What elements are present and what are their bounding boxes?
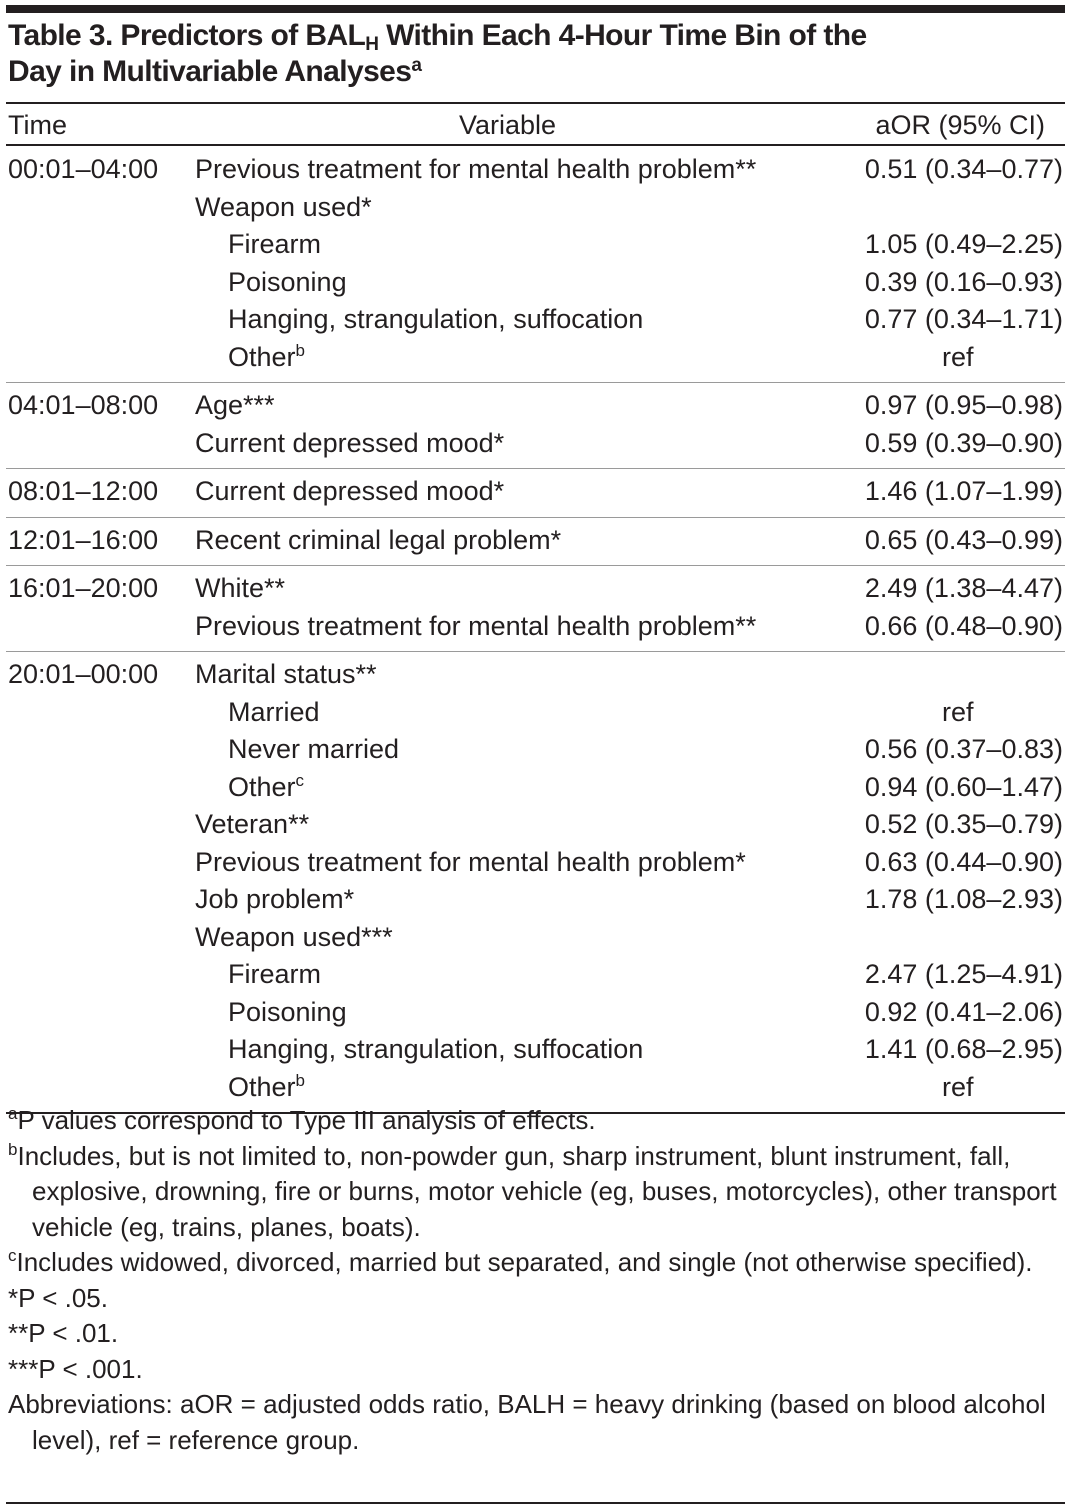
footnote-text: P values correspond to Type III analysis of effects. bbox=[17, 1105, 596, 1135]
variable-label: Firearm bbox=[228, 959, 321, 989]
variable-cell bbox=[228, 301, 643, 339]
variable-label: Weapon used* bbox=[195, 191, 372, 222]
footnote bbox=[8, 1352, 1058, 1388]
variable-cell bbox=[228, 694, 320, 732]
variable-label: Poisoning bbox=[228, 266, 347, 297]
table-row bbox=[6, 226, 1065, 264]
aor-value: 2.49 (1.38–4.47) bbox=[864, 573, 1063, 603]
table-row bbox=[6, 301, 1065, 339]
aor-value: 0.51 (0.34–0.77) bbox=[864, 154, 1063, 184]
time-bin-group bbox=[6, 383, 1065, 469]
variable-cell bbox=[228, 264, 347, 302]
variable-label: Current depressed mood* bbox=[195, 476, 505, 506]
time-bin-label: 04:01–08:00 bbox=[8, 390, 159, 420]
variable-label: Other bbox=[228, 771, 296, 802]
footnote-mark: c bbox=[8, 1246, 17, 1265]
variable-label: Previous treatment for mental health problem** bbox=[195, 154, 757, 184]
variable-cell bbox=[195, 806, 309, 844]
table-row bbox=[6, 956, 1065, 994]
table-row bbox=[6, 1031, 1065, 1069]
table-row bbox=[6, 881, 1065, 919]
table-row bbox=[6, 806, 1065, 844]
aor-value: 0.59 (0.39–0.90) bbox=[864, 427, 1063, 458]
footnote-mark: b bbox=[295, 1070, 305, 1090]
aor-value: 1.05 (0.49–2.25) bbox=[864, 229, 1063, 259]
variable-cell bbox=[195, 570, 285, 608]
aor-value: 0.65 (0.43–0.99) bbox=[864, 524, 1063, 555]
variable-cell bbox=[195, 919, 393, 957]
time-bin-label: 20:01–00:00 bbox=[8, 659, 159, 689]
header-time: Time bbox=[8, 110, 67, 140]
variable-label: Marital status** bbox=[195, 659, 377, 689]
variable-cell bbox=[228, 1031, 643, 1069]
table-row bbox=[6, 656, 1065, 694]
footnote-text: **P < .01. bbox=[8, 1318, 119, 1348]
table-row bbox=[6, 570, 1065, 608]
variable-label: Previous treatment for mental health problem** bbox=[195, 610, 757, 641]
table-body bbox=[6, 147, 1065, 1114]
variable-cell bbox=[195, 844, 746, 882]
time-bin-label: 08:01–12:00 bbox=[8, 476, 159, 506]
variable-cell bbox=[228, 1069, 305, 1107]
variable-cell bbox=[195, 608, 756, 646]
aor-value: 0.52 (0.35–0.79) bbox=[864, 809, 1063, 839]
table-row bbox=[6, 473, 1065, 511]
variable-label: Hanging, strangulation, suffocation bbox=[228, 304, 644, 334]
variable-cell bbox=[195, 425, 504, 463]
footnote-text: *P < .05. bbox=[8, 1282, 108, 1313]
variable-label: Firearm bbox=[228, 229, 321, 259]
aor-value: ref bbox=[942, 341, 974, 372]
aor-value: 0.56 (0.37–0.83) bbox=[864, 734, 1063, 764]
footnote bbox=[8, 1245, 1058, 1281]
footnotes bbox=[8, 1103, 1058, 1458]
footnote bbox=[8, 1139, 1058, 1246]
variable-cell bbox=[195, 387, 275, 425]
footnote bbox=[8, 1103, 1058, 1139]
variable-cell bbox=[195, 522, 561, 560]
variable-label: Poisoning bbox=[228, 996, 347, 1027]
variable-cell bbox=[228, 339, 305, 377]
variable-cell bbox=[195, 189, 372, 227]
footnote-mark: b bbox=[295, 340, 305, 360]
variable-cell bbox=[228, 226, 321, 264]
footnote-text: ***P < .001. bbox=[8, 1353, 143, 1384]
aor-value: 0.39 (0.16–0.93) bbox=[864, 266, 1063, 297]
bottom-rule bbox=[6, 1502, 1065, 1504]
variable-label: Current depressed mood* bbox=[195, 427, 505, 458]
header-top-rule bbox=[6, 102, 1065, 104]
variable-label: Other bbox=[228, 1071, 296, 1102]
title-text: Day in Multivariable Analyses bbox=[8, 55, 412, 88]
footnote-mark: b bbox=[8, 1139, 18, 1159]
variable-label: Married bbox=[228, 696, 320, 727]
variable-label: Age*** bbox=[195, 390, 275, 420]
title-text: Table 3. Predictors of BAL bbox=[8, 19, 366, 52]
top-rule bbox=[6, 5, 1065, 13]
table-row bbox=[6, 387, 1065, 425]
time-bin-group bbox=[6, 518, 1065, 567]
variable-label: Job problem* bbox=[195, 884, 355, 914]
aor-value: 0.92 (0.41–2.06) bbox=[864, 996, 1063, 1027]
variable-cell bbox=[195, 656, 377, 694]
table-row bbox=[6, 264, 1065, 302]
footnote-text: Includes, but is not limited to, non-powder gun, sharp instrument, blunt instrument, fall, explosive, drowning, fire or burns, motor vehicle (eg, buses, motorcycles), other transport vehicle (eg, trains, planes, boats). bbox=[17, 1140, 1057, 1242]
header-bottom-rule bbox=[6, 144, 1065, 146]
footnote-mark: a bbox=[8, 1104, 18, 1123]
aor-value: 0.77 (0.34–1.71) bbox=[864, 304, 1063, 334]
variable-label: Previous treatment for mental health problem* bbox=[195, 846, 746, 877]
aor-value: 2.47 (1.25–4.91) bbox=[864, 959, 1063, 989]
variable-label: Hanging, strangulation, suffocation bbox=[228, 1034, 644, 1064]
table-row bbox=[6, 769, 1065, 807]
variable-cell bbox=[228, 731, 399, 769]
header-variable: Variable bbox=[459, 110, 557, 140]
variable-label: White** bbox=[195, 573, 286, 603]
variable-label: Weapon used*** bbox=[195, 921, 393, 952]
footnote-text: Abbreviations: aOR = adjusted odds ratio, BALH = heavy drinking (based on blood alcohol level), ref = reference group. bbox=[8, 1389, 1046, 1455]
variable-cell bbox=[228, 994, 347, 1032]
variable-cell bbox=[195, 473, 504, 511]
table-row bbox=[6, 919, 1065, 957]
header-aor: aOR (95% CI) bbox=[875, 110, 1045, 140]
aor-value: ref bbox=[942, 696, 974, 727]
title-footnote-mark: a bbox=[411, 55, 422, 76]
aor-value: 1.46 (1.07–1.99) bbox=[864, 476, 1063, 506]
aor-value: 0.63 (0.44–0.90) bbox=[864, 846, 1063, 877]
time-bin-label: 16:01–20:00 bbox=[8, 573, 159, 603]
aor-value: 0.94 (0.60–1.47) bbox=[864, 771, 1063, 802]
aor-value: 1.41 (0.68–2.95) bbox=[864, 1034, 1063, 1064]
footnote bbox=[8, 1316, 1058, 1352]
variable-label: Never married bbox=[228, 734, 400, 764]
footnote-mark: c bbox=[295, 770, 305, 790]
variable-label: Recent criminal legal problem* bbox=[195, 524, 562, 555]
footnote-text: Includes widowed, divorced, married but separated, and single (not otherwise specified). bbox=[16, 1247, 1033, 1277]
time-bin-label: 00:01–04:00 bbox=[8, 154, 159, 184]
time-bin-group bbox=[6, 652, 1065, 1114]
title-subscript: H bbox=[365, 34, 379, 55]
footnote bbox=[8, 1281, 1058, 1317]
table-row bbox=[6, 151, 1065, 189]
table-row bbox=[6, 522, 1065, 560]
table-row bbox=[6, 425, 1065, 463]
aor-value: 0.66 (0.48–0.90) bbox=[864, 610, 1063, 641]
variable-label: Veteran** bbox=[195, 809, 310, 839]
table-row bbox=[6, 1069, 1065, 1107]
variable-cell bbox=[228, 956, 321, 994]
aor-value: ref bbox=[942, 1071, 974, 1102]
table-title bbox=[8, 18, 1068, 90]
time-bin-label: 12:01–16:00 bbox=[8, 524, 159, 555]
footnote bbox=[8, 1387, 1058, 1458]
aor-value: 1.78 (1.08–2.93) bbox=[864, 884, 1063, 914]
variable-cell bbox=[228, 769, 304, 807]
variable-cell bbox=[195, 881, 354, 919]
table-row bbox=[6, 189, 1065, 227]
time-bin-group bbox=[6, 147, 1065, 383]
table-row bbox=[6, 339, 1065, 377]
table-row bbox=[6, 694, 1065, 732]
time-bin-group bbox=[6, 469, 1065, 518]
time-bin-group bbox=[6, 566, 1065, 652]
table-row bbox=[6, 844, 1065, 882]
table-row bbox=[6, 994, 1065, 1032]
variable-cell bbox=[195, 151, 756, 189]
title-text: Within Each 4-Hour Time Bin of the bbox=[378, 19, 867, 52]
variable-label: Other bbox=[228, 341, 296, 372]
table-row bbox=[6, 608, 1065, 646]
table-row bbox=[6, 731, 1065, 769]
aor-value: 0.97 (0.95–0.98) bbox=[864, 390, 1063, 420]
